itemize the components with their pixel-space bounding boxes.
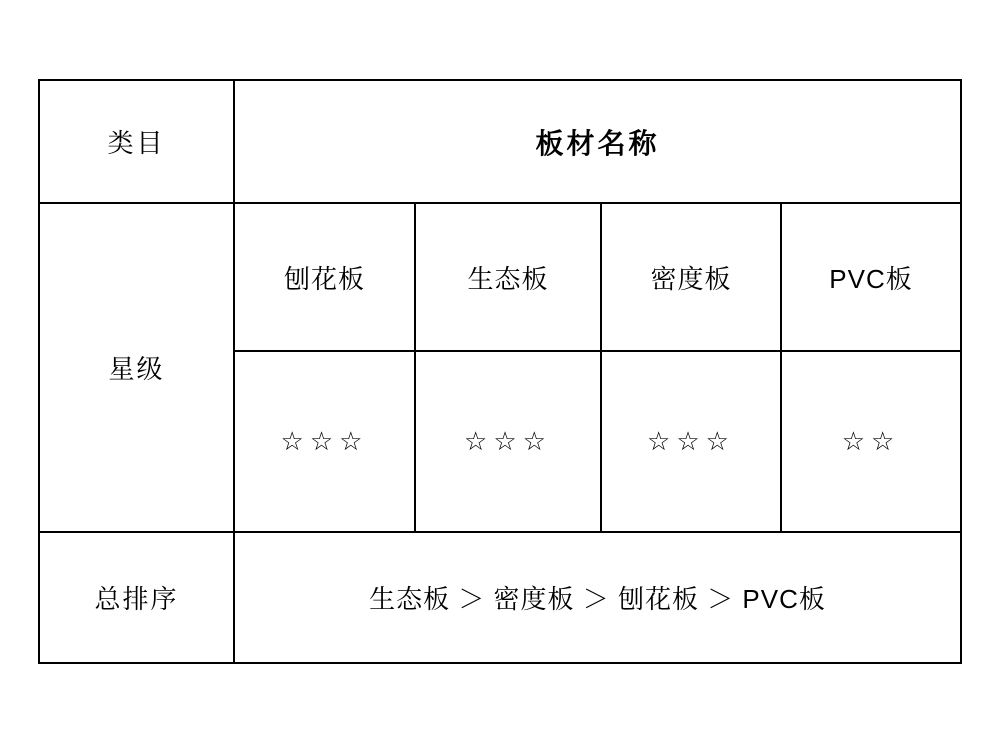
board-name-cell-4: PVC板 (781, 203, 961, 351)
overall-ranking-row (39, 532, 961, 663)
board-name-cell-2: 生态板 (415, 203, 601, 351)
board-comparison-table-wrapper (38, 79, 960, 664)
row-label-overall-ranking: 总排序 (39, 532, 234, 663)
header-board-name-text: 板材名称 (535, 127, 660, 159)
overall-ranking-value: 生态板 ＞ 密度板 ＞ 刨花板 ＞ PVC板 (369, 584, 826, 614)
header-board-name-label (234, 80, 961, 203)
overall-ranking-value-cell (234, 532, 961, 663)
board-comparison-table (38, 79, 962, 664)
board-name-cell-1: 刨花板 (234, 203, 415, 351)
row-label-star-rating: 星级 (39, 203, 234, 532)
star-rating-cell-3: ☆☆☆ (601, 351, 781, 532)
star-rating-cell-2: ☆☆☆ (415, 351, 601, 532)
table-header-row (39, 80, 961, 203)
star-rating-cell-4: ☆☆ (781, 351, 961, 532)
board-name-row (39, 203, 961, 351)
header-category-label: 类目 (39, 80, 234, 203)
star-rating-cell-1: ☆☆☆ (234, 351, 415, 532)
board-name-cell-3: 密度板 (601, 203, 781, 351)
